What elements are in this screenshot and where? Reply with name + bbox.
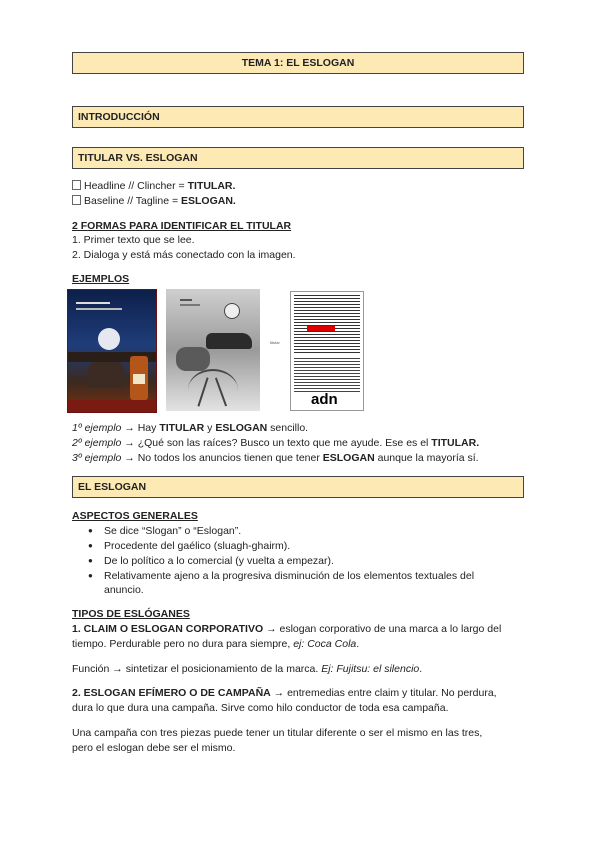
ejemplo-3-text: 3º ejemplo → No todos los anuncios tienen que tener ESLOGAN aunque la mayoría sí. xyxy=(72,452,479,464)
tipos-heading: TIPOS DE ESLÓGANES xyxy=(72,608,190,620)
formas-heading: 2 FORMAS PARA IDENTIFICAR EL TITULAR xyxy=(72,220,292,232)
tipo-2-line-2: dura lo que dura una campaña. Sirve como hilo conductor de toda esa campaña. xyxy=(72,702,449,714)
tipo-1-line-1: 1. CLAIM O ESLOGAN CORPORATIVO → eslogan corporativo de una marca a lo largo del xyxy=(72,623,502,635)
list-item: ● Se dice “Slogan” o “Eslogan”. xyxy=(88,524,508,538)
section-introduccion: INTRODUCCIÓN xyxy=(72,106,524,128)
tipo-1-line-2: tiempo. Perdurable pero no dura para siempre, ej: Coca Cola. xyxy=(72,638,360,650)
adn-logo: adn xyxy=(311,391,338,408)
example-ad-2-image xyxy=(166,289,260,411)
aspectos-heading: ASPECTOS GENERALES xyxy=(72,510,198,522)
section-titular-vs-eslogan: TITULAR VS. ESLOGAN xyxy=(72,147,524,169)
definition-baseline: Baseline // Tagline = ESLOGAN. xyxy=(72,194,236,208)
ejemplos-heading: EJEMPLOS xyxy=(72,273,130,285)
aspectos-list xyxy=(88,524,508,598)
section-el-eslogan: EL ESLOGAN xyxy=(72,476,524,498)
ejemplo-1-text: 1º ejemplo → Hay TITULAR y ESLOGAN sencillo. xyxy=(72,422,309,434)
ejemplo-2-text: 2º ejemplo → ¿Qué son las raíces? Busco un texto que me ayude. Ese es el TITULAR. xyxy=(72,437,480,449)
checkbox-glyph-icon xyxy=(72,180,81,190)
formas-item-2: 2. Dialoga y está más conectado con la imagen. xyxy=(72,249,296,261)
list-item: ● Relativamente ajeno a la progresiva disminución de los elementos textuales del anuncio. xyxy=(88,569,508,597)
titular-tag: titular xyxy=(270,340,280,345)
checkbox-glyph-icon xyxy=(72,195,81,205)
funcion-line: Función → sintetizar el posicionamiento de la marca. Ej: Fujitsu: el silencio. xyxy=(72,663,423,675)
campana-paragraph-line-2: pero el eslogan debe ser el mismo. xyxy=(72,742,236,754)
campana-paragraph-line-1: Una campaña con tres piezas puede tener un titular diferente o ser el mismo en las tres, xyxy=(72,727,483,739)
list-item: ● Procedente del gaélico (sluagh-ghairm). xyxy=(88,539,508,553)
list-item: ● De lo político a lo comercial (y vuelta a empezar). xyxy=(88,554,508,568)
example-ad-1-image xyxy=(67,289,157,413)
document-title: TEMA 1: EL ESLOGAN xyxy=(72,52,524,74)
definition-headline: Headline // Clincher = TITULAR. xyxy=(72,179,235,193)
formas-item-1: 1. Primer texto que se lee. xyxy=(72,234,195,246)
example-ad-3-image xyxy=(290,291,364,411)
tipo-2-line-1: 2. ESLOGAN EFÍMERO O DE CAMPAÑA → entremedias entre claim y titular. No perdura, xyxy=(72,687,497,699)
